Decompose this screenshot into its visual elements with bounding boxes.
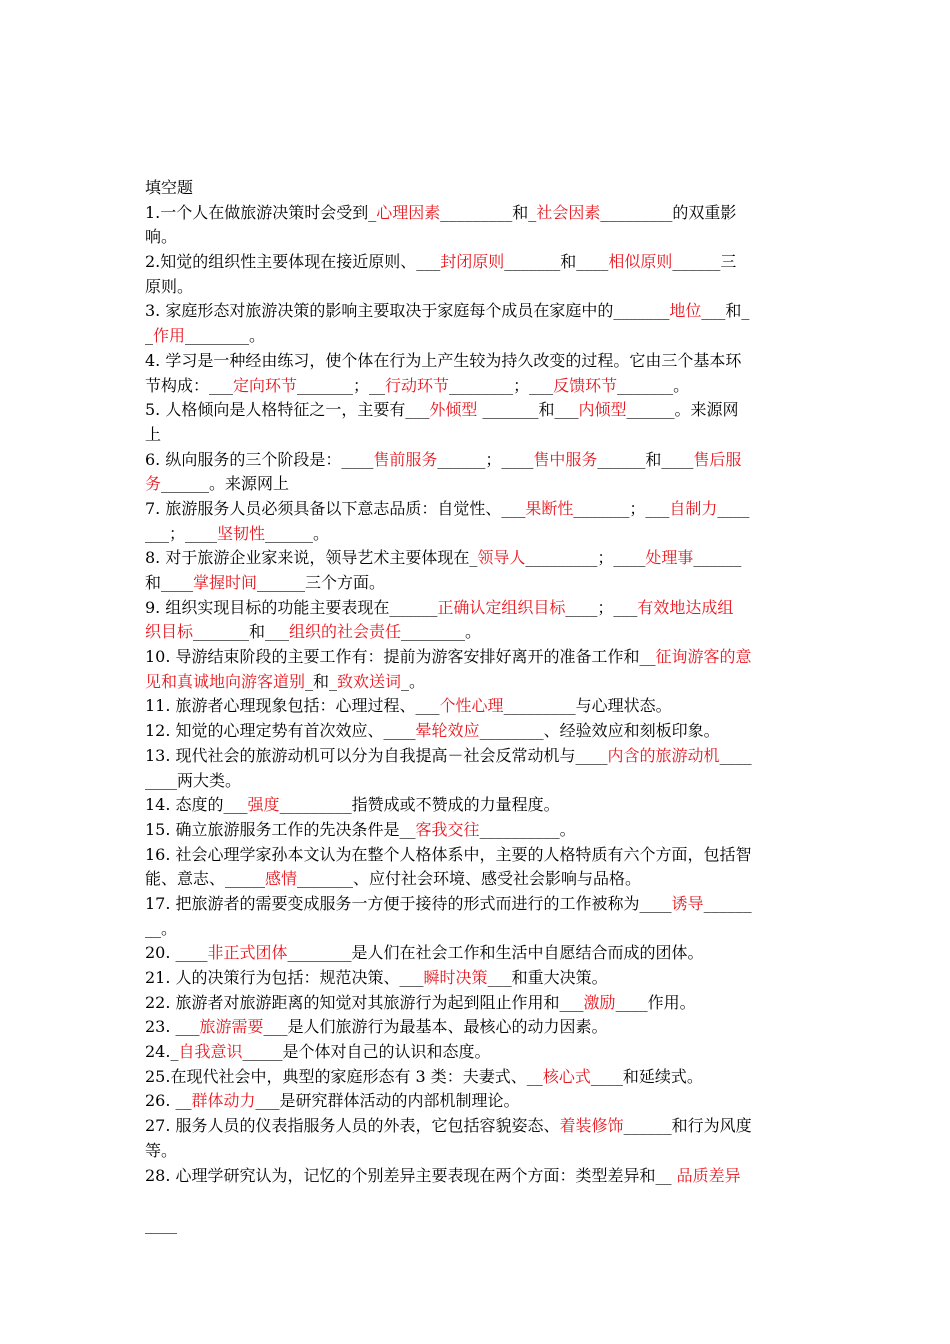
answer-text: 反馈环节 (553, 375, 618, 395)
text-line (145, 1213, 810, 1238)
text-line (145, 620, 810, 645)
question-text: ________。 (185, 326, 266, 346)
question-text: 20. ____ (145, 943, 208, 963)
question-text: _________；____ (525, 548, 646, 568)
question-text: 13. 现代社会的旅游动机可以分为自我提高－社会反常动机与____ (145, 745, 608, 765)
question-text: 1.一个人在做旅游决策时会受到_ (145, 202, 377, 222)
question-text: ______。 (265, 523, 330, 543)
question-text: ________。 (401, 622, 482, 642)
answer-text: 自我意识 (178, 1042, 243, 1062)
question-text: __________。 (479, 819, 576, 839)
question-text: 8. 对于旅游企业家来说，领导艺术主要体现在_ (145, 548, 478, 568)
question-text: ____ (719, 745, 752, 765)
text-line (145, 694, 810, 719)
answer-text: 诱导 (671, 893, 704, 913)
question-text: ____ (717, 498, 750, 518)
answer-text: 晕轮效应 (415, 721, 480, 741)
text-line (145, 275, 810, 300)
answer-text: 坚韧性 (217, 523, 266, 543)
question-text: 12. 知觉的心理定势有首次效应、____ (145, 721, 416, 741)
answer-text: 非正式团体 (207, 943, 288, 963)
question-text: 响。 (145, 227, 178, 247)
answer-text: 着装修饰 (559, 1116, 624, 1136)
text-line (145, 1139, 810, 1164)
question-text: 24._ (145, 1042, 179, 1062)
question-text: 25.在现代社会中，典型的家庭形态有 3 类：夫妻式、__ (145, 1066, 543, 1086)
text-line (145, 299, 810, 324)
question-text: 10. 导游结束阶段的主要工作有：提前为游客安排好离开的准备工作和__ (145, 647, 656, 667)
answer-text: 相似原则 (608, 252, 673, 272)
question-text: _______和___ (477, 400, 579, 420)
question-text: 上 (145, 424, 162, 444)
question-text: ____；___ (565, 597, 638, 617)
question-text: ______ (703, 893, 752, 913)
answer-text: 售后服 (693, 449, 742, 469)
text-line (145, 769, 810, 794)
question-text: 等。 (145, 1140, 178, 1160)
text-line (145, 472, 810, 497)
answer-text: 感情 (265, 869, 298, 889)
section-title: 填空题 (145, 178, 194, 197)
question-text: 4. 学习是一种经由练习，使个体在行为上产生较为持久改变的过程。它由三个基本环 (145, 350, 742, 370)
text-line (145, 546, 810, 571)
answer-text: 售前服务 (373, 449, 438, 469)
question-text: ______ (693, 548, 742, 568)
text-line (145, 522, 810, 547)
text-line (145, 892, 810, 917)
question-text: _________指赞成或不赞成的力量程度。 (279, 795, 560, 815)
question-text: _________和_ (440, 202, 537, 222)
text-line (145, 497, 810, 522)
text-line (145, 448, 810, 473)
answer-text: 封闭原则 (440, 252, 505, 272)
answer-text: 领导人 (477, 548, 526, 568)
question-text: ______。来源网上 (161, 474, 290, 494)
answer-text: 织目标 (145, 622, 194, 642)
answer-text: 致欢送词 (337, 671, 402, 691)
question-text: _______和____ (504, 252, 609, 272)
text-line (145, 867, 810, 892)
answer-text: 作用 (153, 326, 186, 346)
text-line (145, 250, 810, 275)
question-text: ___；____ (145, 523, 218, 543)
question-text: 16. 社会心理学家孙本文认为在整个人格体系中，主要的人格特质有六个方面，包括智 (145, 844, 752, 864)
text-line (145, 843, 810, 868)
text-line (145, 398, 810, 423)
question-text: ______；____ (437, 449, 534, 469)
question-text: 6. 纵向服务的三个阶段是：____ (145, 449, 374, 469)
text-line (145, 1114, 810, 1139)
text-line (145, 571, 810, 596)
question-text: _______和___ (193, 622, 290, 642)
question-text: 3. 家庭形态对旅游决策的影响主要取决于家庭每个成员在家庭中的_______ (145, 301, 670, 321)
answer-text: 核心式 (542, 1066, 591, 1086)
text-line (145, 966, 810, 991)
question-text: __。 (145, 918, 178, 938)
document-body (145, 176, 810, 1238)
text-line (145, 1015, 810, 1040)
question-text: 11. 旅游者心理现象包括：心理过程、___ (145, 696, 440, 716)
question-text: ______和____ (597, 449, 694, 469)
answer-text: 处理事 (645, 548, 694, 568)
question-text: 14. 态度的___ (145, 795, 248, 815)
question-text: 能、意志、_____ (145, 869, 266, 889)
question-text: 和____ (145, 573, 194, 592)
question-text: 26. __ (145, 1091, 192, 1111)
answer-text: 掌握时间 (193, 573, 258, 592)
answer-text: 行动环节 (385, 375, 450, 395)
answer-text: 客我交往 (415, 819, 480, 839)
text-line (145, 793, 810, 818)
answer-text: 旅游需要 (199, 1017, 264, 1037)
answer-text: 强度 (247, 795, 280, 815)
question-text: _______；__ (297, 375, 386, 395)
text-line (145, 349, 810, 374)
question-text: 21. 人的决策行为包括：规范决策、___ (145, 968, 424, 987)
question-text: 2.知觉的组织性主要体现在接近原则、___ (145, 252, 441, 272)
text-line (145, 324, 810, 349)
question-text: ________、经验效应和刻板印象。 (479, 721, 720, 741)
text-line (145, 719, 810, 744)
question-text: ______和行为风度 (623, 1116, 752, 1136)
answer-text: 务 (145, 474, 162, 494)
question-text: _和_ (305, 671, 338, 691)
question-text: ____和延续式。 (590, 1066, 703, 1086)
answer-text: 心理因素 (376, 202, 441, 222)
answer-text: 组织的社会责任 (289, 622, 402, 642)
answer-text: 内含的旅游动机 (607, 745, 720, 765)
text-line (145, 645, 810, 670)
question-text: _____是个体对自己的认识和态度。 (242, 1042, 491, 1062)
question-text: 9. 组织实现目标的功能主要表现在______ (145, 597, 438, 617)
question-text: ___是人们旅游行为最基本、最核心的动力因素。 (263, 1017, 608, 1037)
answer-text: 见和真诚地向游客道别 (145, 671, 306, 691)
answer-text: 个性心理 (439, 696, 504, 716)
text-line (145, 917, 810, 942)
text-line (145, 1040, 810, 1065)
question-list (145, 201, 810, 1238)
question-text: _______。 (617, 375, 690, 395)
answer-text: 自制力 (669, 498, 718, 518)
answer-text: 征询游客的意 (655, 647, 752, 667)
question-text: 27. 服务人员的仪表指服务人员的外表，它包括容貌姿态、 (145, 1116, 560, 1136)
question-text: ____ (145, 1214, 177, 1234)
question-text: _______；___ (573, 498, 670, 518)
answer-text: 激励 (583, 992, 616, 1012)
question-text: 22. 旅游者对旅游距离的知觉对其旅游行为起到阻止作用和___ (145, 992, 584, 1012)
answer-text: 有效地达成组 (637, 597, 734, 617)
answer-text: 内倾型 (578, 400, 627, 420)
text-line (145, 201, 810, 226)
question-text: ___和_ (701, 301, 750, 321)
question-text: ______三 (672, 252, 737, 272)
question-text: 节构成：___ (145, 375, 234, 395)
text-line (145, 818, 810, 843)
text-line (145, 1065, 810, 1090)
question-text: 28. 心理学研究认为，记忆的个别差异主要表现在两个方面：类型差异和__ (145, 1165, 677, 1185)
answer-text: 正确认定组织目标 (437, 597, 566, 617)
text-line (145, 596, 810, 621)
text-line (145, 744, 810, 769)
text-line (145, 423, 810, 448)
question-text: ______三个方面。 (257, 573, 386, 592)
answer-text: 瞬时决策 (423, 968, 488, 987)
question-text: ___是研究群体活动的内部机制理论。 (255, 1091, 520, 1111)
text-line (145, 1188, 810, 1213)
question-text: _________的双重影 (600, 202, 737, 222)
answer-text: 定向环节 (233, 375, 298, 395)
text-line (145, 670, 810, 695)
text-line (145, 991, 810, 1016)
question-text: ____作用。 (615, 992, 696, 1012)
question-text: _________与心理状态。 (503, 696, 672, 716)
text-line (145, 1089, 810, 1114)
answer-text: 外倾型 (429, 400, 478, 420)
text-line (145, 941, 810, 966)
text-line (145, 1164, 810, 1189)
question-text: ______。来源网 (626, 400, 739, 420)
question-text: _______、应付社会环境、感受社会影响与品格。 (297, 869, 642, 889)
question-text: ____两大类。 (145, 770, 242, 790)
question-text: 23. ___ (145, 1017, 200, 1037)
question-text: ___和重大决策。 (487, 968, 608, 987)
question-text: 5. 人格倾向是人格特征之一，主要有___ (145, 400, 430, 420)
question-text: ________是人们在社会工作和生活中自愿结合而成的团体。 (287, 943, 704, 963)
answer-text: 售中服务 (533, 449, 598, 469)
text-line (145, 374, 810, 399)
answer-text: 果断性 (525, 498, 574, 518)
question-text: 17. 把旅游者的需要变成服务一方便于接待的形式而进行的工作被称为____ (145, 893, 672, 913)
question-text: _ (145, 326, 153, 346)
answer-text: 地位 (669, 301, 702, 321)
question-text: _。 (401, 671, 426, 691)
answer-text: 群体动力 (191, 1091, 256, 1111)
text-line (145, 225, 810, 250)
question-text: ________；___ (449, 375, 554, 395)
answer-text: 品质差异 (676, 1165, 741, 1185)
question-text: 7. 旅游服务人员必须具备以下意志品质：自觉性、___ (145, 498, 526, 518)
question-text: 原则。 (145, 276, 194, 296)
question-text: 15. 确立旅游服务工作的先决条件是__ (145, 819, 416, 839)
answer-text: 社会因素 (536, 202, 601, 222)
